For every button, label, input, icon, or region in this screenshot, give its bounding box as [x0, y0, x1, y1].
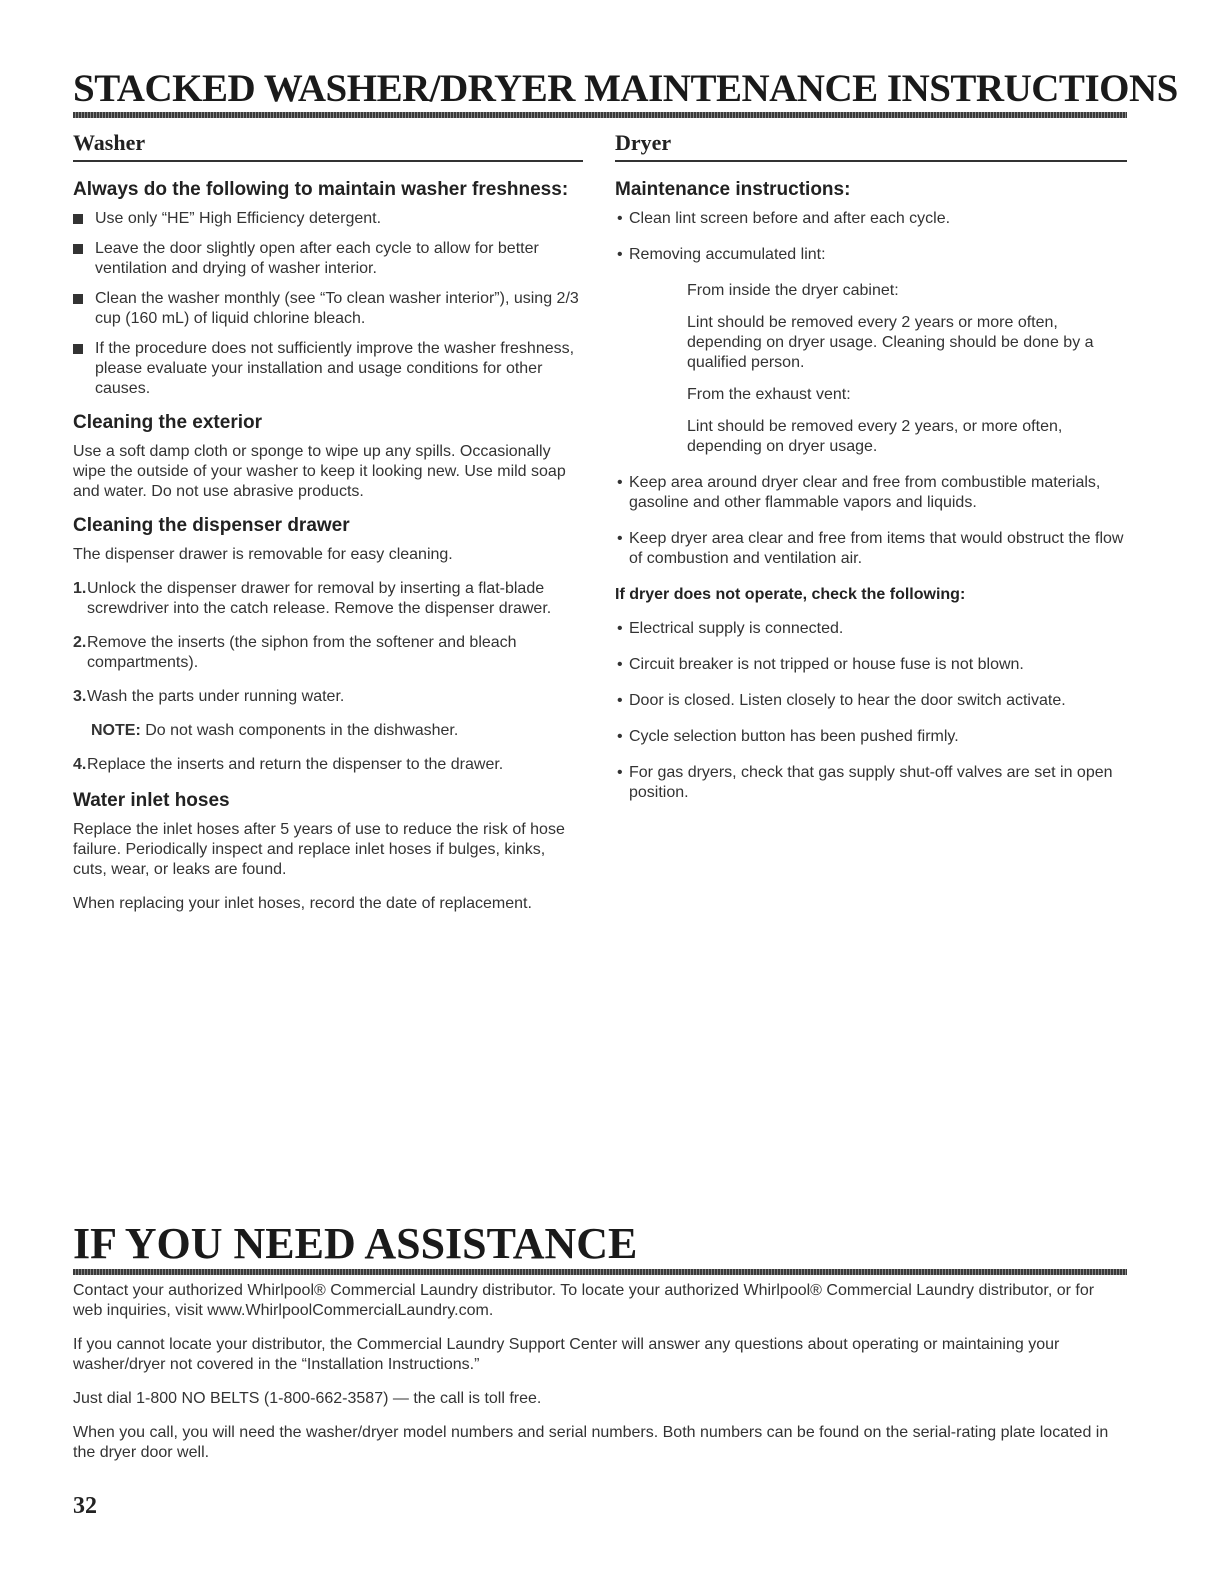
hoses-text: Replace the inlet hoses after 5 years of use to reduce the risk of hose failure. Periodically inspect and replace inlet hoses if bulges, kinks, cuts, wear, or leaks are found. [73, 821, 565, 878]
page-title: STACKED WASHER/DRYER MAINTENANCE INSTRUCTIONS [73, 67, 1178, 110]
step-item: 4. Replace the inserts and return the dispenser to the drawer. [73, 756, 504, 773]
assistance-rule [73, 1269, 1127, 1275]
dispenser-heading: Cleaning the dispenser drawer [73, 515, 350, 536]
assistance-body [73, 1281, 1127, 1477]
maintenance-item: • Clean lint screen before and after each cycle. [617, 210, 951, 227]
maintenance-heading: Maintenance instructions: [615, 179, 851, 200]
assistance-paragraph: When you call, you will need the washer/dryer model numbers and serial numbers. Both numbers can be found on the serial-rating plate located in the dryer door well. [73, 1424, 1109, 1461]
hoses-text-2: When replacing your inlet hoses, record the date of replacement. [73, 895, 532, 912]
dispenser-intro: The dispenser drawer is removable for easy cleaning. [73, 546, 453, 563]
check-item: • Circuit breaker is not tripped or house fuse is not blown. [617, 656, 1024, 673]
freshness-heading: Always do the following to maintain washer freshness: [73, 179, 569, 200]
vent-text: Lint should be removed every 2 years, or more often, depending on dryer usage. [687, 418, 1063, 455]
square-bullet-icon [73, 214, 83, 224]
title-rule [73, 112, 1127, 118]
step-item: 1. Unlock the dispenser drawer for removal by inserting a flat-blade screwdriver into the catch release. Remove the dispenser drawer. [73, 580, 552, 617]
freshness-item: If the procedure does not sufficiently improve the washer freshness, please evaluate your installation and usage conditions for other causes. [73, 339, 583, 399]
freshness-item: Clean the washer monthly (see “To clean washer interior”), using 2/3 cup (160 mL) of liquid chlorine bleach. [73, 289, 583, 329]
square-bullet-icon [73, 244, 83, 254]
step-item: 2. Remove the inserts (the siphon from the softener and bleach compartments). [73, 634, 517, 671]
check-item: • Door is closed. Listen closely to hear the door switch activate. [617, 692, 1066, 709]
cabinet-label: From inside the dryer cabinet: [687, 282, 899, 299]
freshness-item: Use only “HE” High Efficiency detergent. [73, 209, 583, 229]
exterior-heading: Cleaning the exterior [73, 412, 262, 433]
page-number: 32 [73, 1493, 97, 1519]
freshness-item: Leave the door slightly open after each cycle to allow for better ventilation and drying of washer interior. [73, 239, 583, 279]
check-item: • For gas dryers, check that gas supply shut-off valves are set in open position. [617, 764, 1113, 801]
square-bullet-icon [73, 294, 83, 304]
maintenance-item: • Keep dryer area clear and free from items that would obstruct the flow of combustion and ventilation air. [617, 530, 1124, 567]
cabinet-text: Lint should be removed every 2 years or more often, depending on dryer usage. Cleaning should be done by a qualified person. [687, 314, 1094, 371]
check-heading: If dryer does not operate, check the following: [615, 586, 966, 603]
washer-column [73, 130, 583, 924]
dishwasher-note: NOTE: Do not wash components in the dishwasher. [91, 722, 459, 739]
dryer-heading: Dryer [615, 130, 1127, 162]
maintenance-item: • Removing accumulated lint: [617, 246, 826, 263]
dryer-column [615, 130, 1127, 819]
assistance-paragraph: Contact your authorized Whirlpool® Commercial Laundry distributor. To locate your authorized Whirlpool® Commercial Laundry distributor, or for web inquiries, visit www.WhirlpoolCommercialLaundry.com. [73, 1282, 1095, 1319]
exterior-text: Use a soft damp cloth or sponge to wipe up any spills. Occasionally wipe the outside of your washer to keep it looking new. Use mild soap and water. Do not use abrasive products. [73, 443, 566, 500]
washer-heading: Washer [73, 130, 583, 162]
check-item: • Cycle selection button has been pushed firmly. [617, 728, 959, 745]
assistance-title: IF YOU NEED ASSISTANCE [73, 1219, 638, 1268]
maintenance-item: • Keep area around dryer clear and free from combustible materials, gasoline and other flammable vapors and liquids. [617, 474, 1101, 511]
check-item: • Electrical supply is connected. [617, 620, 844, 637]
assistance-paragraph: If you cannot locate your distributor, the Commercial Laundry Support Center will answer any questions about operating or maintaining your washer/dryer not covered in the “Installation Instructions.” [73, 1336, 1060, 1373]
hoses-heading: Water inlet hoses [73, 790, 230, 811]
assistance-paragraph: Just dial 1-800 NO BELTS (1-800-662-3587) — the call is toll free. [73, 1390, 542, 1407]
step-item: 3. Wash the parts under running water. [73, 688, 345, 705]
square-bullet-icon [73, 344, 83, 354]
vent-label: From the exhaust vent: [687, 386, 851, 403]
